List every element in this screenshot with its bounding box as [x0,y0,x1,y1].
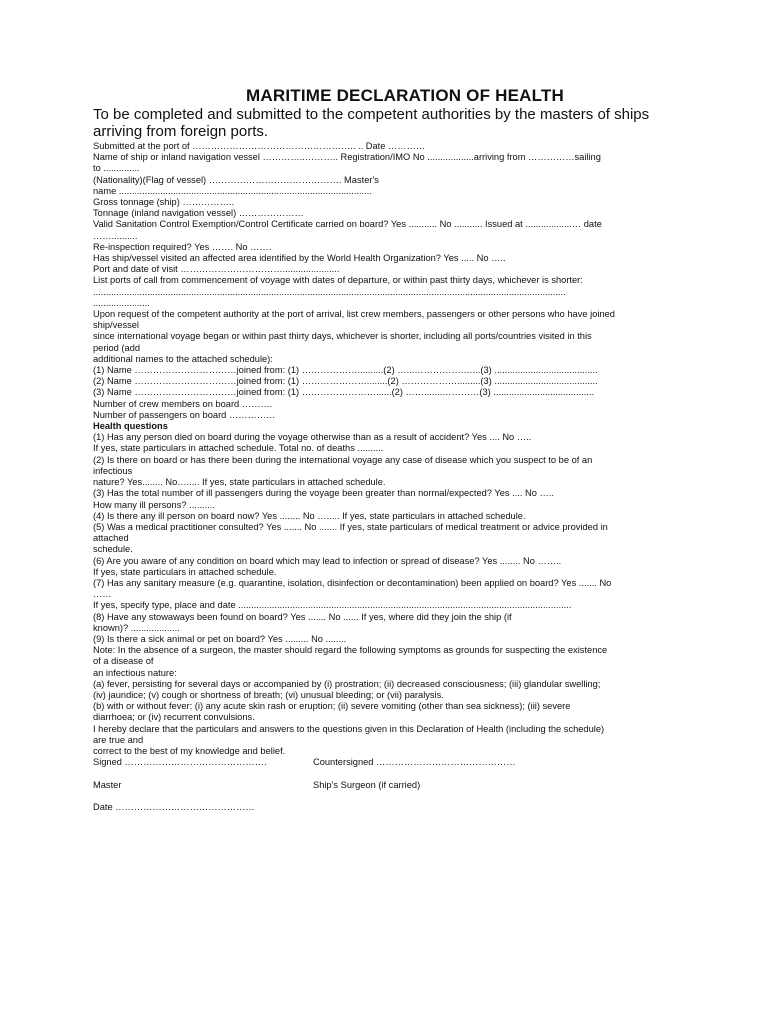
date-row [93,802,673,813]
question-line: known)? ................... [93,622,180,633]
question-line: (iv) jaundice; (v) cough or shortness of breath; (vi) unusual bleeding; or (vii) paralysis. [93,689,444,700]
role-row [93,780,673,791]
declaration-body [93,141,673,813]
spacer [93,768,673,779]
question-line: How many ill persons? .......... [93,499,215,510]
question-line: correct to the best of my knowledge and belief. [93,745,286,756]
form-line: Re-inspection required? Yes ……. No ……. [93,241,272,252]
question-line: If yes, state particulars in attached schedule. [93,566,277,577]
form-line: Number of crew members on board ………. [93,398,273,409]
form-line: …….......... [93,230,138,241]
form-line: additional names to the attached schedule): [93,353,273,364]
surgeon-label: Ship's Surgeon (if carried) [313,779,421,790]
question-line: If yes, state particulars in attached schedule. Total no. of deaths .......... [93,443,384,454]
question-line: nature? Yes........ No…..... If yes, state particulars in attached schedule. [93,477,386,488]
spacer [93,791,673,802]
master-label: Master [93,779,122,790]
form-line: List ports of call from commencement of voyage with dates of departure, or within past thirty days, whichever is shorter: [93,275,583,286]
form-line: Port and date of visit ……………………………...................... [93,264,340,275]
health-questions [93,432,673,757]
form-line: (Nationality)(Flag of vessel) ……………………………………. Master's [93,174,379,185]
document-title: MARITIME DECLARATION OF HEALTH [246,86,564,105]
question-line: (6) Are you aware of any condition on board which may lead to infection or spread of disease? Yes ........ No …….. [93,555,562,566]
question-line: (2) Is there on board or has there been during the international voyage any case of disease which you suspect to be of an [93,454,593,465]
form-line: Name of ship or inland navigation vessel …………..……….. Registration/IMO No ..................arriving from ……………sailing [93,152,601,163]
question-line: (8) Have any stowaways been found on board? Yes ....... No ...... If yes, where did they join the ship (if [93,611,512,622]
question-line: (9) Is there a sick animal or pet on board? Yes ......... No ........ [93,633,347,644]
question-line: (7) Has any sanitary measure (e.g. quarantine, isolation, disinfection or decontamination) been applied on board? Yes ....... No [93,577,612,588]
question-line: schedule. [93,544,133,555]
form-line: ....................................................................................................................................................................................... [93,286,566,297]
form-line: to .............. [93,163,140,174]
form-line: (3) Name ……………………………joined from: (1) ……………………......(2) …….......…………(3) ....................................... [93,387,595,398]
question-line: (4) Is there any ill person on board now? Yes ........ No …..... If yes, state particulars in attached schedule. [93,510,526,521]
question-line: infectious [93,465,133,476]
form-line: ...................... [93,297,150,308]
question-line: I hereby declare that the particulars and answers to the questions given in this Declaration of Health (including the schedule) [93,723,605,734]
form-line: Submitted at the port of …………………………………………….. .. Date ………… [93,141,426,151]
question-line: (1) Has any person died on board during the voyage otherwise than as a result of accident? Yes .... No ….. [93,432,532,443]
question-line: (a) fever, persisting for several days or accompanied by (i) prostration; (ii) decreased consciousness; (iii) glandular swelling; [93,678,601,689]
document-subtitle: To be completed and submitted to the competent authorities by the masters of ships arriving from foreign ports. [93,106,650,140]
form-line: Number of passengers on board …………… [93,409,276,420]
form-line: Tonnage (inland navigation vessel) ………………… [93,208,304,219]
signature-row [93,757,673,768]
form-line: name .................................................................................................. [93,185,372,196]
question-line: (3) Has the total number of ill passengers during the voyage been greater than normal/expected? Yes .... No ….. [93,488,554,499]
question-line: If yes, specify type, place and date ................................................................................................................................. [93,600,572,611]
form-line: since international voyage began or within past thirty days, whichever is shorter, including all ports/countries visited in this [93,331,592,342]
question-line: are true and [93,734,144,745]
health-questions-heading: Health questions [93,421,168,432]
form-line: (1) Name ……………………………joined from: (1) ………………..........(2) …...…………….…...(3) ........................................ [93,365,598,376]
form-line: Gross tonnage (ship) …………….. [93,197,235,208]
form-line: period (add [93,342,141,353]
form-line: (2) Name ……………………………joined from: (1) …………………........(2) ……………….........(3) ........................................ [93,376,598,387]
question-line: attached [93,533,129,544]
question-line: of a disease of [93,656,154,667]
question-line: …… [93,589,112,600]
question-line: diarrhoea; or (iv) recurrent convulsions. [93,712,255,723]
form-line: Has ship/vessel visited an affected area identified by the World Health Organization? Yes ..... No ….. [93,253,506,264]
signed-field: Signed ………………………………………. [93,757,267,768]
form-line: Valid Sanitation Control Exemption/Control Certificate carried on board? Yes ........... No ........... Issued at ..................… date [93,219,602,230]
countersigned-field: Countersigned ……………………………………… [313,757,516,768]
form-line: Upon request of the competent authority at the port of arrival, list crew members, passengers or other persons who have joined [93,309,615,320]
date-field: Date ……………………………………… [93,801,255,812]
form-line: ship/vessel [93,320,139,331]
question-line: an infectious nature: [93,667,177,678]
question-line: (b) with or without fever: (i) any acute skin rash or eruption; (ii) severe vomiting (other than sea sickness); (iii) severe [93,701,571,712]
question-line: Note: In the absence of a surgeon, the master should regard the following symptoms as grounds for suspecting the existence [93,645,608,656]
general-fields [93,141,673,421]
question-line: (5) Was a medical practitioner consulted? Yes ....... No ....... If yes, state particulars of medical treatment or advice provided in [93,521,608,532]
